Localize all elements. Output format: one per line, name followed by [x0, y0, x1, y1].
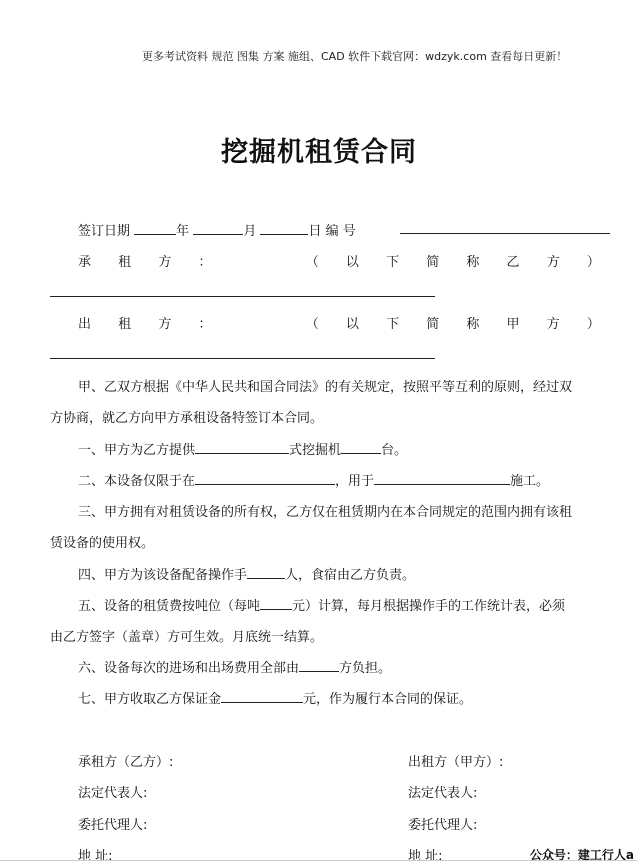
lessor-char: 下 [386, 317, 400, 332]
lessee-char: 承 [78, 255, 92, 270]
lessor-char: 方 [546, 317, 560, 332]
lessor-char: （ [305, 317, 319, 332]
operator-count-blank [247, 566, 285, 579]
clause-2-text-c: 施工。 [510, 474, 550, 489]
lessee-char: 乙 [506, 255, 520, 270]
lessor-address-label: 地 址: [408, 849, 443, 864]
clause-3-line-2: 赁设备的使用权。 [50, 536, 155, 551]
clause-7 [78, 688, 472, 707]
price-per-ton-blank [260, 597, 292, 610]
lessee-char: ： [198, 255, 212, 270]
lessor-agent-label: 委托代理人: [408, 818, 478, 833]
sign-date-row [78, 220, 356, 239]
lessee-char: 下 [386, 255, 400, 270]
clause-5-line-2: 由乙方签字（盖章）方可生效。月底统一结算。 [50, 630, 324, 645]
lessee-char: 称 [466, 255, 480, 270]
day-number-label: 日 编 号 [308, 224, 356, 239]
clause-4-text-b: 人，食宿由乙方负责。 [285, 568, 416, 583]
clause-5-text-b: 元）计算，每月根据操作手的工作统计表，必须 [292, 599, 566, 614]
lessor-char: 甲 [506, 317, 520, 332]
clause-5-line-1 [78, 595, 565, 614]
lessee-char: （ [305, 255, 319, 270]
clause-6-text-a: 六、设备每次的进场和出场费用全部由 [78, 661, 300, 676]
lessee-char: 租 [118, 255, 132, 270]
lessee-char: 方 [158, 255, 172, 270]
year-label: 年 [176, 224, 190, 239]
clause-1-text-b: 式挖掘机 [289, 443, 342, 458]
day-blank [260, 222, 308, 235]
lessor-char: ） [586, 317, 600, 332]
lessor-char: ： [198, 317, 212, 332]
clause-4 [78, 564, 415, 583]
site-header-text: 更多考试资料 规范 图集 方案 施组、CAD 软件下载官网：wdzyk.com 查看每日更新！ [142, 50, 568, 63]
lessor-rep-label: 法定代表人: [408, 786, 478, 801]
sign-date-label: 签订日期 [78, 224, 131, 239]
clause-6-text-b: 方负担。 [339, 661, 392, 676]
lessor-char: 出 [78, 317, 92, 332]
clause-5-text-a: 五、设备的租赁费按吨位（每吨 [78, 599, 261, 614]
month-label: 月 [243, 224, 257, 239]
lessee-agent-label: 委托代理人: [78, 818, 148, 833]
clause-4-text-a: 四、甲方为该设备配备操作手 [78, 568, 248, 583]
clause-2 [78, 470, 549, 489]
lessor-name-blank [50, 358, 435, 359]
deposit-amount-blank [221, 690, 303, 703]
lessee-char: ） [586, 255, 600, 270]
project-purpose-blank [374, 472, 510, 485]
transport-party-blank [299, 659, 339, 672]
lessor-char: 简 [426, 317, 440, 332]
lessee-char: 简 [426, 255, 440, 270]
lessor-row [78, 313, 600, 332]
lessee-address-label: 地 址: [78, 849, 113, 864]
lessee-char: 方 [546, 255, 560, 270]
wechat-watermark: 公众号：建工行人a [529, 848, 634, 862]
lessee-rep-label: 法定代表人: [78, 786, 148, 801]
lessor-char: 以 [345, 317, 359, 332]
equipment-count-blank [341, 441, 381, 454]
lessee-row [78, 251, 600, 270]
site-location-blank [195, 472, 335, 485]
clause-2-text-b: ，用于 [335, 474, 375, 489]
clause-3-line-1: 三、甲方拥有对租赁设备的所有权，乙方仅在租赁期内在本合同规定的范围内拥有该租 [78, 505, 573, 520]
contract-number-blank [400, 233, 610, 234]
clause-2-text-a: 二、本设备仅限于在 [78, 474, 196, 489]
clause-1-text-a: 一、甲方为乙方提供 [78, 443, 196, 458]
lessor-char: 租 [118, 317, 132, 332]
intro-line-1: 甲、乙双方根据《中华人民共和国合同法》的有关规定，按照平等互利的原则，经过双 [78, 380, 573, 395]
lessor-party-label: 出租方（甲方）: [408, 755, 504, 770]
month-blank [193, 222, 243, 235]
lessee-char: 以 [345, 255, 359, 270]
equipment-model-blank [195, 441, 289, 454]
lessor-char: 称 [466, 317, 480, 332]
clause-6 [78, 657, 391, 676]
clause-1-text-c: 台。 [381, 443, 408, 458]
contract-title: 挖掘机租赁合同 [221, 137, 417, 168]
lessee-party-label: 承租方（乙方）: [78, 755, 174, 770]
clause-7-text-a: 七、甲方收取乙方保证金 [78, 692, 222, 707]
year-blank [134, 222, 176, 235]
lessee-name-blank [50, 296, 435, 297]
clause-7-text-b: 元，作为履行本合同的保证。 [303, 692, 473, 707]
lessor-char: 方 [158, 317, 172, 332]
clause-1 [78, 439, 407, 458]
intro-line-2: 方协商，就乙方向甲方承租设备特签订本合同。 [50, 411, 324, 426]
